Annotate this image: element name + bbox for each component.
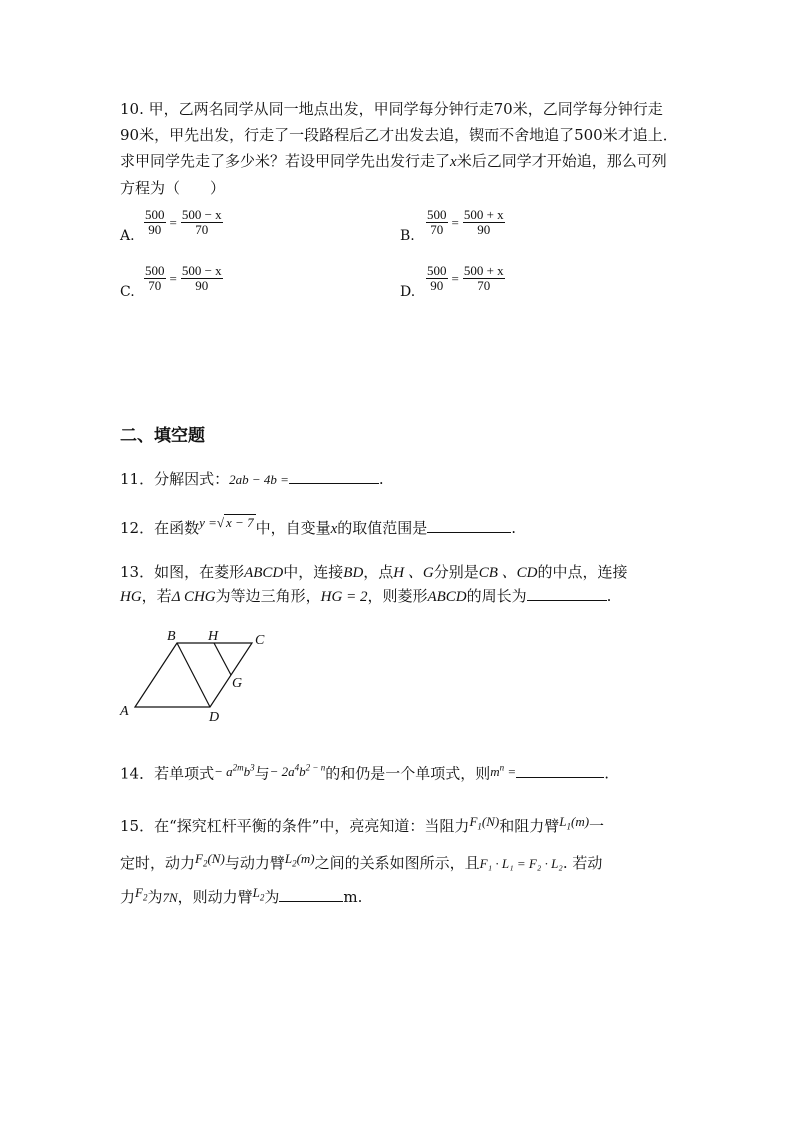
option-a-label: A. [120,228,135,244]
q12-suffix: 的取值范围是 [337,519,428,537]
question-13-line-1: 13．如图，在菱形ABCD中，连接BD，点H 、G分别是CB 、CD的中点，连接 [120,563,628,581]
question-11 [120,468,384,491]
q12-expr-sqrt: x − 7 [226,515,254,530]
option-b-label: B. [400,228,415,244]
label-b: B [167,629,176,644]
q12-var: x [330,521,338,537]
option-a-equation: $\frac{500}{90}$ = $\frac{500 - x}{70}$ [145,207,222,237]
q10-text: 10. 甲，乙两名同学从同一地点出发，甲同学每分钟行走70米，乙同学每分钟行走90米，甲先出发，行走了一段路程后乙才出发去追，锲而不舍地追了500米才追上．求甲同学先走了多少米？若设甲同学先出发行走了 [120,100,678,170]
question-15-line-1: 15．在“探究杠杆平衡的条件”中，亮亮知道：当阻力$F_1(N)$和阻力臂$L_1(m)$一 [120,814,605,835]
question-12: 12．在函数y =√ x − 7 中，自变量x的取值范围是 . [120,515,517,537]
q14-answer-blank[interactable] [516,763,604,778]
label-a: A [120,704,129,719]
q12-end: . [511,519,517,537]
label-c: C [255,633,265,648]
q11-answer-blank[interactable] [289,469,379,484]
section-heading: 二、填空题 [120,426,205,446]
q10-text-end: 米后乙同学才开始追，那么可列方程为（ ） [120,152,667,197]
q11-suffix: . [378,470,384,488]
question-14: 14．若单项式− $a^{2m}b^3$与− $2a^4b^{2 - n}$的和仍是一个单项式，则$m^n$ = . [120,763,609,783]
rhombus-figure [115,625,275,725]
option-c-equation: $\frac{500}{70}$ = $\frac{500 - x}{90}$ [145,263,222,293]
question-13-line-2: HG，若Δ CHG为等边三角形，HG = 2，则菱形ABCD的周长为 . [120,587,612,605]
q12-middle: 中，自变量 [255,519,331,537]
question-15-line-2: 定时，动力$F_2(N)$与动力臂$L_2(m)$之间的关系如图所示，且F₁ · L₁ = F₂ · L₂. 若动 [120,851,603,872]
q12-prefix: 12．在函数 [120,519,200,537]
q12-answer-blank[interactable] [427,518,511,533]
option-b-equation: $\frac{500}{70}$ = $\frac{500 + x}{90}$ [427,207,504,237]
option-d-equation: $\frac{500}{90}$ = $\frac{500 + x}{70}$ [427,263,504,293]
option-c-label: C. [120,284,135,300]
label-d: D [209,710,220,725]
option-d-label: D. [400,284,416,300]
label-h: H [208,629,219,644]
q11-prefix: 11．分解因式： [120,470,230,488]
question-10 [120,96,680,201]
question-15-line-3: 力$F_2$为7N，则动力臂$L_2$为 m. [120,885,363,906]
q10-var: x [450,154,457,170]
q15-answer-blank[interactable] [279,887,343,902]
q13-answer-blank[interactable] [527,586,607,601]
q12-expr-y: y = [199,515,217,530]
segment-hg [214,643,231,675]
diagonal-bd [177,643,210,707]
q11-expr: 2ab − 4b = [229,472,289,487]
label-g: G [232,676,243,691]
